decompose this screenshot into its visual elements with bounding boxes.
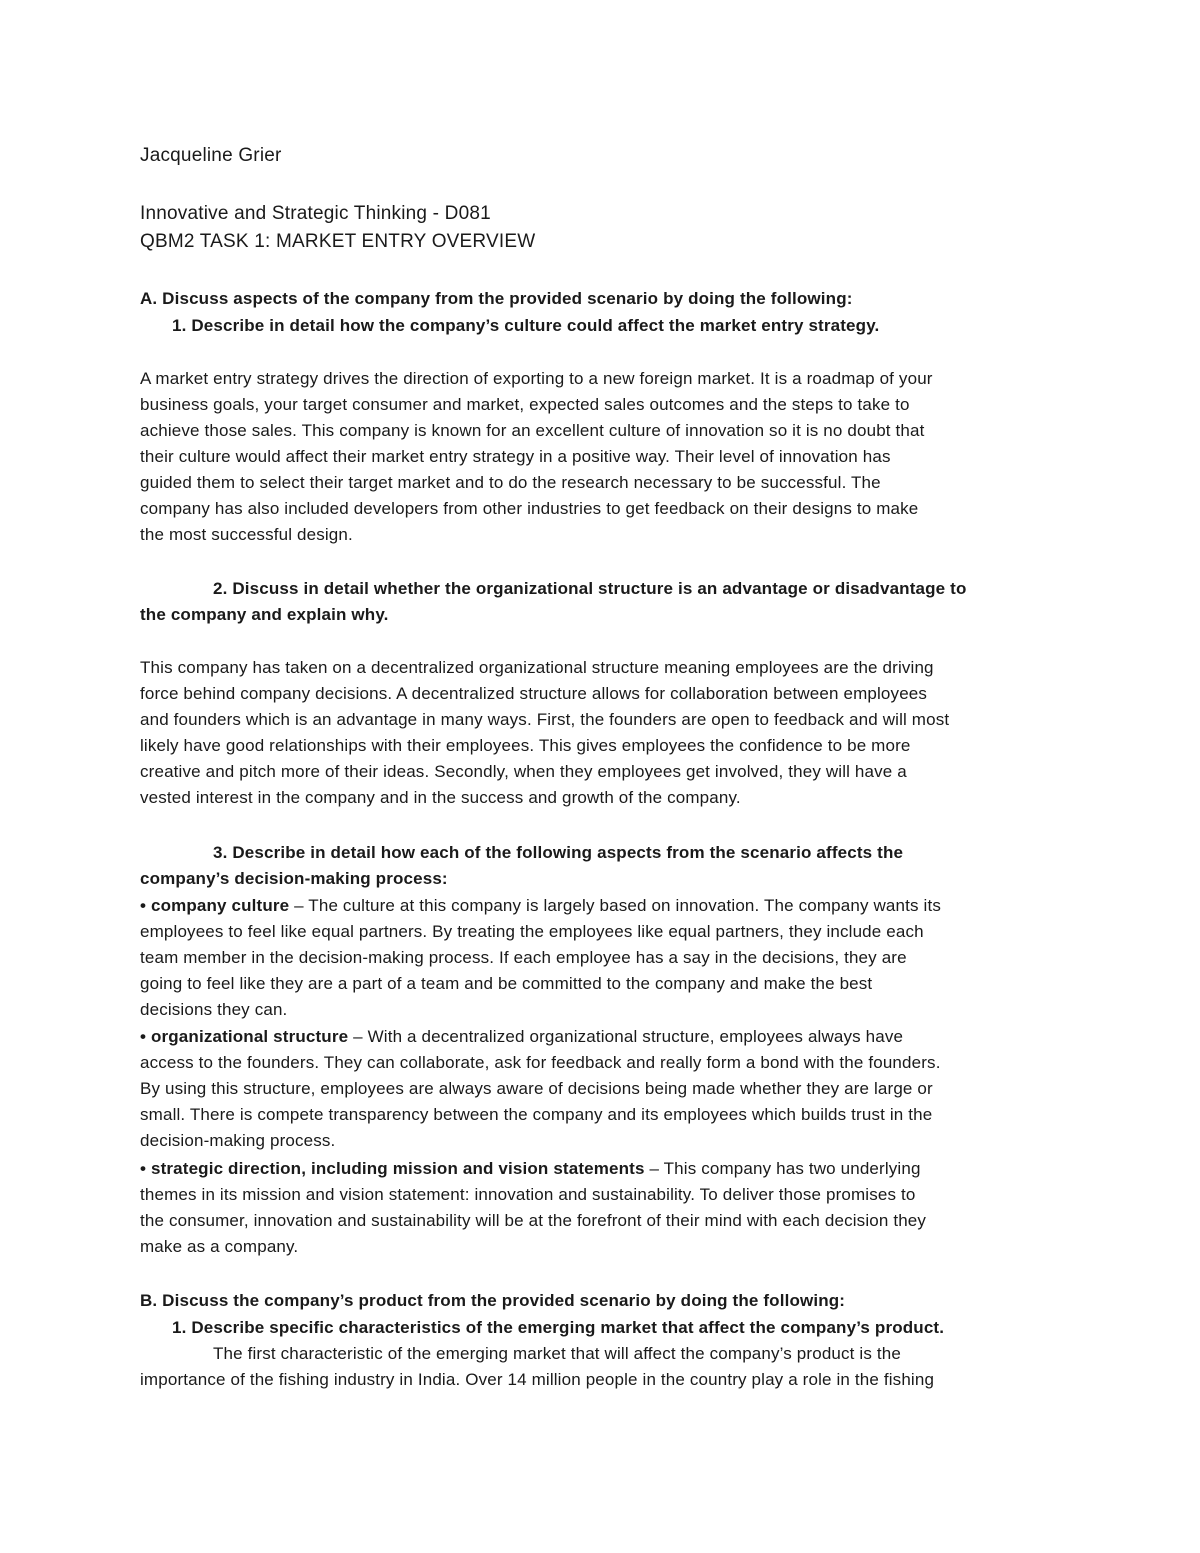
bullet-organizational-structure [140, 1024, 903, 1050]
question-a3: 3. Describe in detail how each of the following aspects from the scenario affects the [213, 843, 904, 862]
question-a2: 2. Discuss in detail whether the organizational structure is an advantage or disadvantage to [213, 579, 967, 598]
paragraph-line: achieve those sales. This company is known for an excellent culture of innovation so it is no doubt that [140, 421, 925, 440]
paragraph-line: creative and pitch more of their ideas. Secondly, when they employees get involved, they will have a [140, 762, 907, 781]
course-title: Innovative and Strategic Thinking - D081 [140, 203, 491, 224]
paragraph-line: decision-making process. [140, 1131, 336, 1150]
paragraph-line: A market entry strategy drives the direction of exporting to a new foreign market. It is a roadmap of your [140, 369, 933, 388]
paragraph-line: By using this structure, employees are always aware of decisions being made whether they are large or [140, 1079, 933, 1098]
paragraph-line: vested interest in the company and in the success and growth of the company. [140, 788, 741, 807]
paragraph-line: The first characteristic of the emerging market that will affect the company’s product is the [213, 1344, 901, 1363]
paragraph-line: importance of the fishing industry in India. Over 14 million people in the country play a role in the fishing [140, 1370, 935, 1389]
author-name: Jacqueline Grier [140, 145, 282, 166]
question-a2-cont: the company and explain why. [140, 605, 389, 624]
paragraph-line: team member in the decision-making process. If each employee has a say in the decisions, they are [140, 948, 907, 967]
paragraph-line: the most successful design. [140, 525, 353, 544]
question-b1: 1. Describe specific characteristics of the emerging market that affect the company’s product. [172, 1318, 945, 1337]
paragraph-line: force behind company decisions. A decentralized structure allows for collaboration between employees [140, 684, 928, 703]
paragraph-line: likely have good relationships with their employees. This gives employees the confidence to be more [140, 736, 911, 755]
paragraph-line: small. There is compete transparency between the company and its employees which builds trust in the [140, 1105, 933, 1124]
bullet-text: – The culture at this company is largely based on innovation. The company wants its [289, 896, 941, 915]
bullet-term: • organizational structure [140, 1027, 349, 1046]
paragraph-line: guided them to select their target market and to do the research necessary to be successful. The [140, 473, 881, 492]
bullet-text: – This company has two underlying [644, 1159, 921, 1178]
bullet-company-culture [140, 893, 941, 919]
bullet-strategic-direction [140, 1156, 921, 1182]
paragraph-line: access to the founders. They can collaborate, ask for feedback and really form a bond with the founders. [140, 1053, 941, 1072]
bullet-term: • company culture [140, 896, 290, 915]
paragraph-line: themes in its mission and vision statement: innovation and sustainability. To deliver those promises to [140, 1185, 916, 1204]
paragraph-line: make as a company. [140, 1237, 299, 1256]
question-a1: 1. Describe in detail how the company’s culture could affect the market entry strategy. [172, 316, 880, 335]
paragraph-line: company has also included developers from other industries to get feedback on their designs to make [140, 499, 919, 518]
paragraph-line: their culture would affect their market entry strategy in a positive way. Their level of innovation has [140, 447, 891, 466]
bullet-text: – With a decentralized organizational structure, employees always have [348, 1027, 904, 1046]
bullet-term: • strategic direction, including mission and vision statements [140, 1159, 645, 1178]
paragraph-line: employees to feel like equal partners. By treating the employees like equal partners, they include each [140, 922, 924, 941]
paragraph-line: This company has taken on a decentralized organizational structure meaning employees are the driving [140, 658, 934, 677]
paragraph-line: going to feel like they are a part of a team and be committed to the company and make the best [140, 974, 873, 993]
task-title: QBM2 TASK 1: MARKET ENTRY OVERVIEW [140, 231, 536, 252]
question-a3-cont: company’s decision-making process: [140, 869, 448, 888]
section-a-heading: A. Discuss aspects of the company from the provided scenario by doing the following: [140, 289, 853, 308]
paragraph-line: business goals, your target consumer and market, expected sales outcomes and the steps to take to [140, 395, 910, 414]
section-b-heading: B. Discuss the company’s product from the provided scenario by doing the following: [140, 1291, 846, 1310]
paragraph-line: and founders which is an advantage in many ways. First, the founders are open to feedback and will most [140, 710, 950, 729]
paragraph-line: decisions they can. [140, 1000, 288, 1019]
paragraph-line: the consumer, innovation and sustainability will be at the forefront of their mind with each decision they [140, 1211, 927, 1230]
